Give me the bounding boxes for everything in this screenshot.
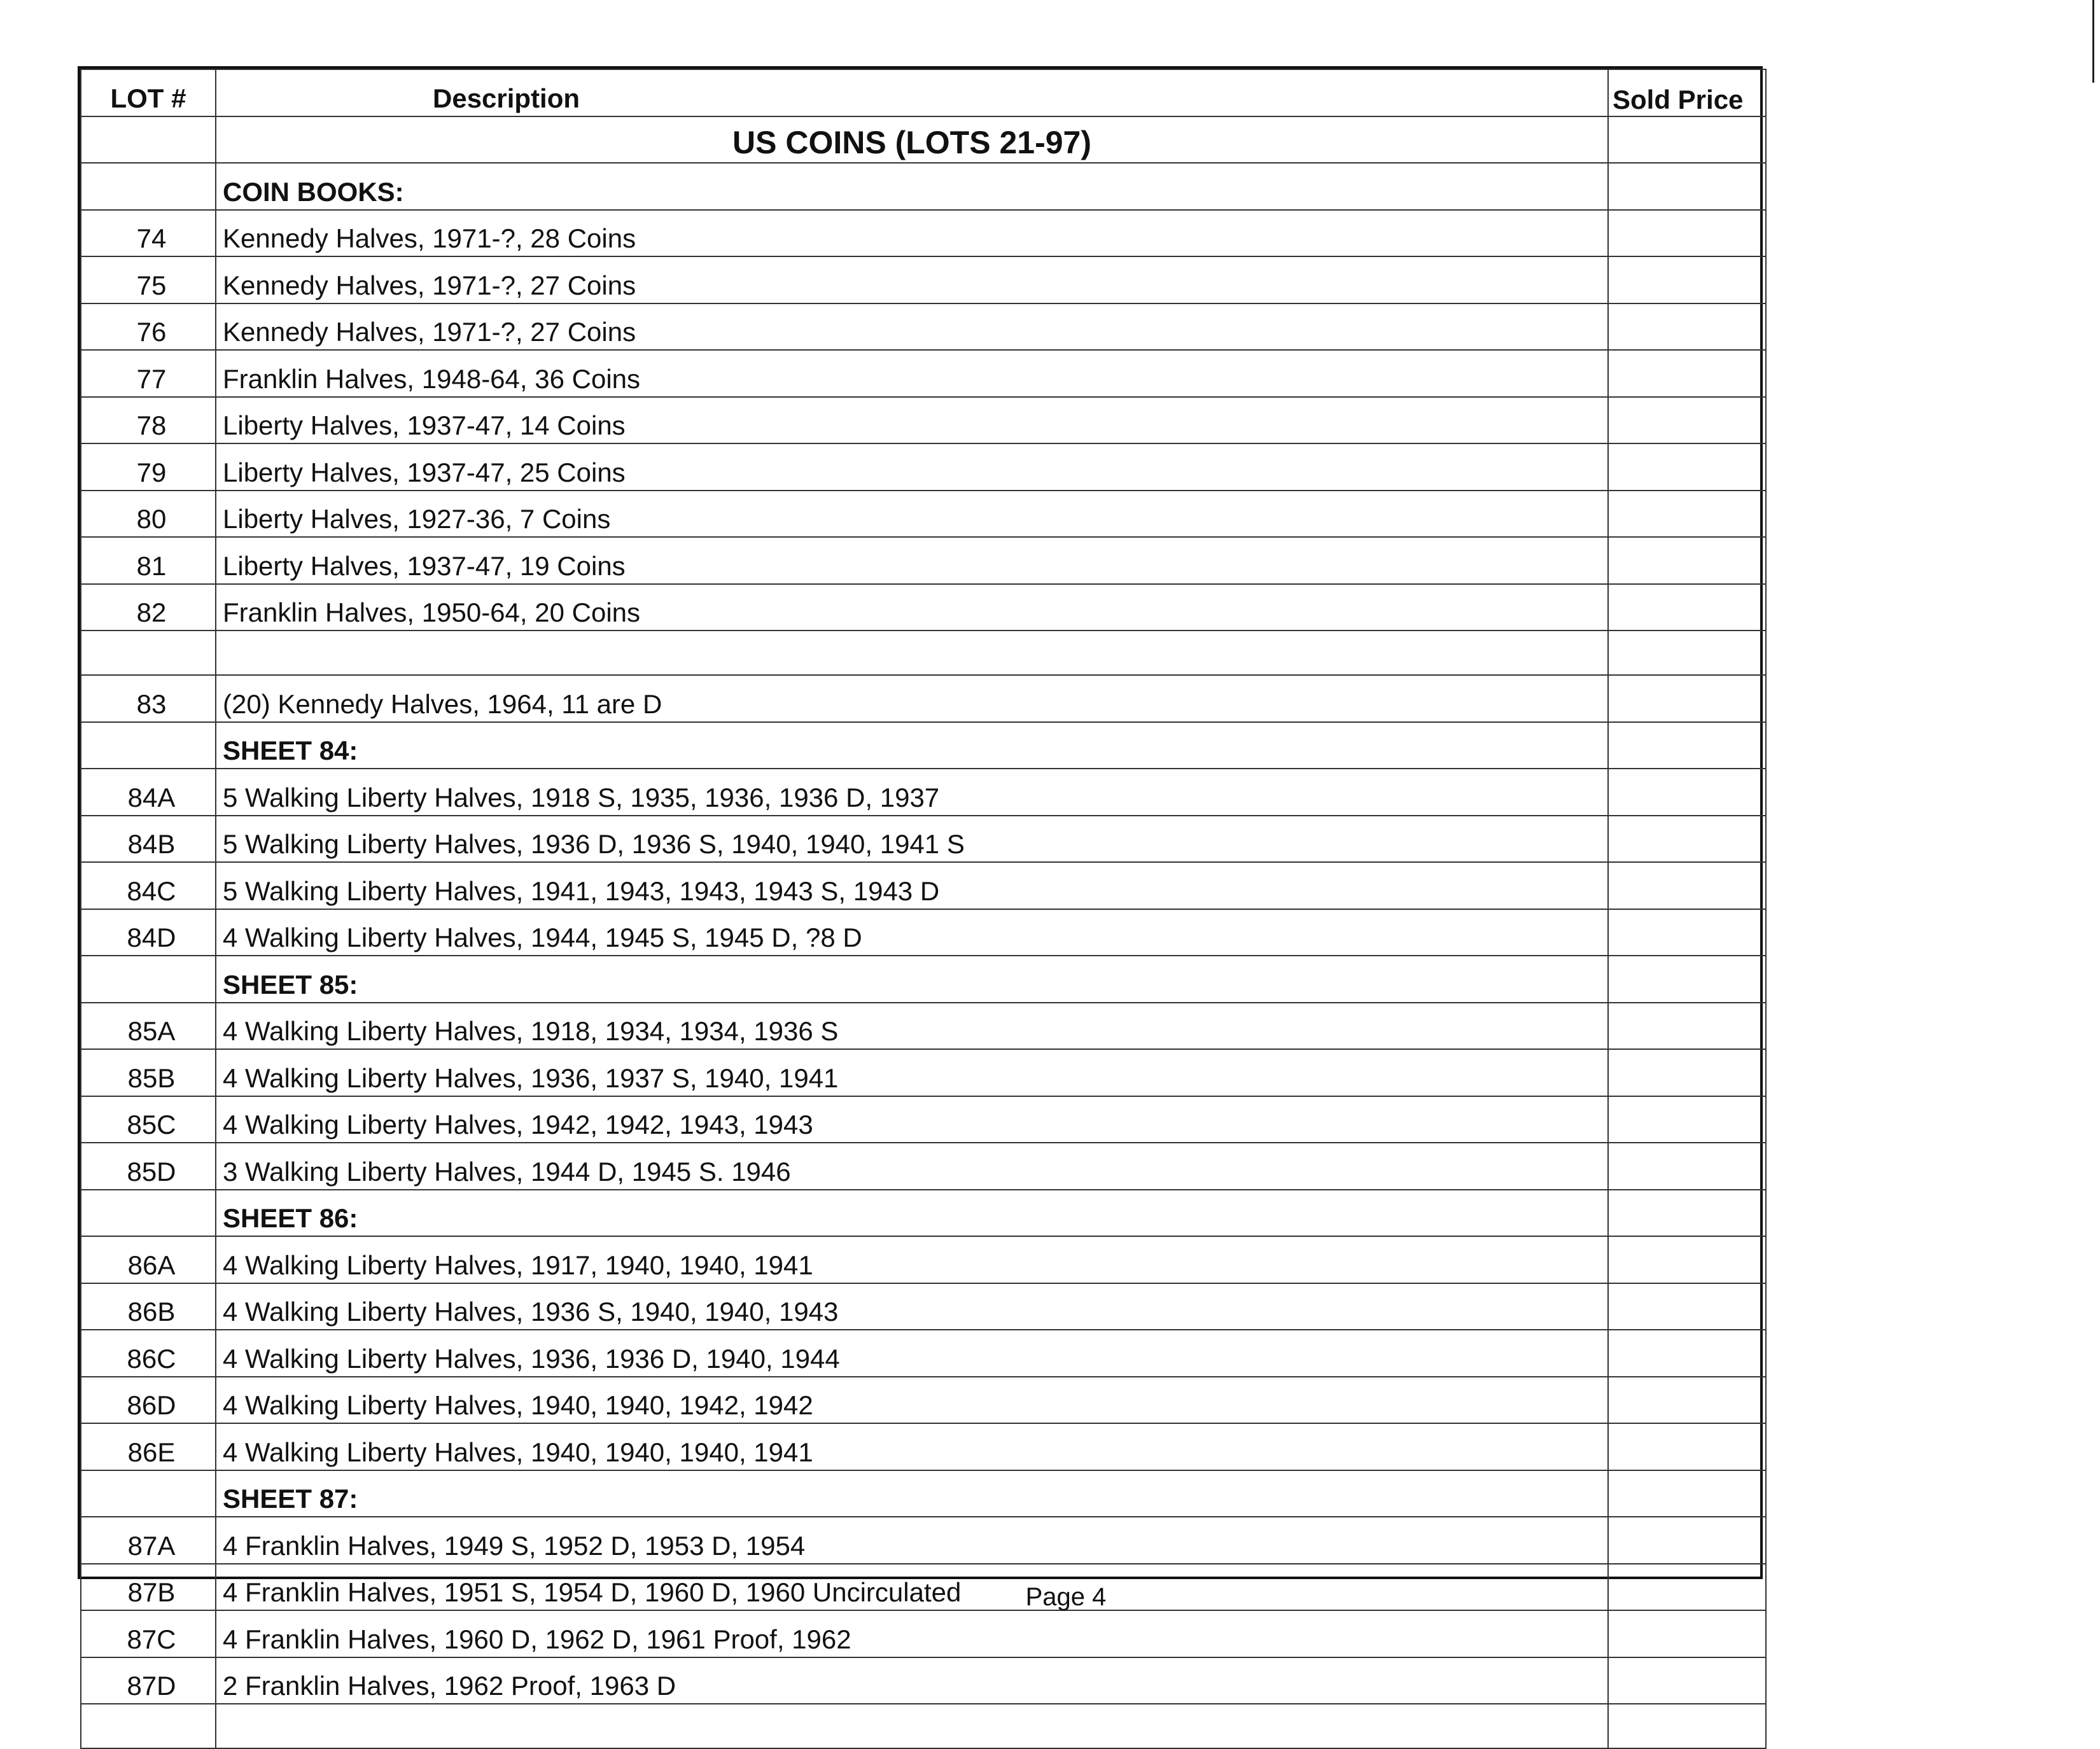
lot-number: 85D bbox=[81, 1143, 216, 1190]
page-footer bbox=[0, 1583, 2100, 1612]
table-row bbox=[81, 631, 1766, 675]
lot-number: 85A bbox=[81, 1003, 216, 1050]
sold-price-cell bbox=[1608, 1049, 1766, 1096]
lot-number: 87B bbox=[81, 1564, 216, 1611]
lot-description: 4 Walking Liberty Halves, 1918, 1934, 1934, 1936 S bbox=[216, 1003, 1608, 1050]
sold-price-cell bbox=[1608, 303, 1766, 351]
sold-price-header: Sold Price bbox=[1608, 69, 1766, 116]
lot-number: 86D bbox=[81, 1377, 216, 1424]
lot-number: 77 bbox=[81, 350, 216, 397]
lot-description: Liberty Halves, 1937-47, 25 Coins bbox=[216, 443, 1608, 491]
table-row bbox=[81, 443, 1766, 491]
section-heading: SHEET 85: bbox=[216, 956, 1608, 1003]
sold-price-cell bbox=[1608, 443, 1766, 491]
lot-number: 84B bbox=[81, 816, 216, 863]
section-heading-row bbox=[81, 1190, 1766, 1237]
table-row bbox=[81, 1096, 1766, 1143]
sold-price-cell bbox=[1608, 816, 1766, 863]
sold-price-cell bbox=[1608, 769, 1766, 816]
sold-price-cell bbox=[1608, 350, 1766, 397]
table-row bbox=[81, 303, 1766, 351]
lot-number: 75 bbox=[81, 256, 216, 303]
lot-number bbox=[81, 1704, 216, 1748]
section-heading-row bbox=[81, 1470, 1766, 1517]
sheet-title: US COINS (LOTS 21-97) bbox=[216, 116, 1608, 164]
page-edge-line bbox=[2092, 0, 2094, 83]
lot-description: 4 Franklin Halves, 1951 S, 1954 D, 1960 D, 1960 Uncirculated bbox=[216, 1564, 1608, 1611]
table-row bbox=[81, 862, 1766, 909]
lot-description: 4 Walking Liberty Halves, 1944, 1945 S, 1945 D, ?8 D bbox=[216, 909, 1608, 956]
sold-price-cell bbox=[1608, 1330, 1766, 1377]
sold-price-cell bbox=[1608, 1704, 1766, 1748]
sold-price-cell bbox=[1608, 210, 1766, 257]
table-header-row bbox=[81, 69, 1766, 116]
lot-description bbox=[216, 631, 1608, 675]
lot-description: 4 Walking Liberty Halves, 1917, 1940, 1940, 1941 bbox=[216, 1236, 1608, 1283]
sold-price-cell bbox=[1608, 1657, 1766, 1704]
table-row bbox=[81, 675, 1766, 722]
sold-price-cell bbox=[1608, 1377, 1766, 1424]
lot-description: 4 Walking Liberty Halves, 1940, 1940, 1940, 1941 bbox=[216, 1423, 1608, 1470]
lot-number: 86E bbox=[81, 1423, 216, 1470]
lot-number: 84A bbox=[81, 769, 216, 816]
lot-description: 4 Franklin Halves, 1960 D, 1962 D, 1961 Proof, 1962 bbox=[216, 1610, 1608, 1657]
lot-description: Kennedy Halves, 1971-?, 27 Coins bbox=[216, 303, 1608, 351]
sold-price-cell bbox=[1608, 631, 1766, 675]
lot-number: 87C bbox=[81, 1610, 216, 1657]
section-heading: COIN BOOKS: bbox=[216, 163, 1608, 210]
lot-number: 80 bbox=[81, 491, 216, 538]
lot-description: Liberty Halves, 1927-36, 7 Coins bbox=[216, 491, 1608, 538]
table-row bbox=[81, 491, 1766, 538]
lot-description: (20) Kennedy Halves, 1964, 11 are D bbox=[216, 675, 1608, 722]
lot-description: Kennedy Halves, 1971-?, 27 Coins bbox=[216, 256, 1608, 303]
table-row bbox=[81, 537, 1766, 584]
lot-number: 76 bbox=[81, 303, 216, 351]
lot-number: 85B bbox=[81, 1049, 216, 1096]
table-row bbox=[81, 210, 1766, 257]
sold-price-cell bbox=[1608, 1236, 1766, 1283]
table-row bbox=[81, 1377, 1766, 1424]
lot-number: 85C bbox=[81, 1096, 216, 1143]
section-heading-row bbox=[81, 722, 1766, 769]
lot-number: 82 bbox=[81, 584, 216, 631]
lot-number: 86B bbox=[81, 1283, 216, 1330]
sold-price-cell bbox=[1608, 862, 1766, 909]
table-row bbox=[81, 1517, 1766, 1564]
lot-description: 5 Walking Liberty Halves, 1941, 1943, 1943, 1943 S, 1943 D bbox=[216, 862, 1608, 909]
lot-number: 78 bbox=[81, 397, 216, 444]
lot-description: Franklin Halves, 1950-64, 20 Coins bbox=[216, 584, 1608, 631]
lot-number: 87A bbox=[81, 1517, 216, 1564]
lot-number: 81 bbox=[81, 537, 216, 584]
table-row bbox=[81, 1330, 1766, 1377]
table-row bbox=[81, 1283, 1766, 1330]
lot-number bbox=[81, 631, 216, 675]
lot-description: 5 Walking Liberty Halves, 1918 S, 1935, 1936, 1936 D, 1937 bbox=[216, 769, 1608, 816]
section-heading-row bbox=[81, 956, 1766, 1003]
table-row bbox=[81, 909, 1766, 956]
table-row bbox=[81, 1143, 1766, 1190]
sold-price-cell bbox=[1608, 1096, 1766, 1143]
lot-number bbox=[81, 956, 216, 1003]
table-row bbox=[81, 397, 1766, 444]
lot-description: 3 Walking Liberty Halves, 1944 D, 1945 S. 1946 bbox=[216, 1143, 1608, 1190]
sold-price-cell bbox=[1608, 584, 1766, 631]
section-heading-row bbox=[81, 163, 1766, 210]
sold-price-cell bbox=[1608, 256, 1766, 303]
table-row bbox=[81, 584, 1766, 631]
section-heading: SHEET 87: bbox=[216, 1470, 1608, 1517]
lot-number: 87D bbox=[81, 1657, 216, 1704]
lot-description bbox=[216, 1704, 1608, 1748]
page-number: Page 4 bbox=[1025, 1583, 1107, 1611]
table-row bbox=[81, 1423, 1766, 1470]
lot-cell bbox=[81, 116, 216, 164]
sold-price-cell bbox=[1608, 1190, 1766, 1237]
lot-number: 79 bbox=[81, 443, 216, 491]
lot-number bbox=[81, 722, 216, 769]
sold-price-cell bbox=[1608, 1423, 1766, 1470]
lots-table bbox=[80, 69, 1767, 1749]
table-row bbox=[81, 816, 1766, 863]
lot-description: Liberty Halves, 1937-47, 14 Coins bbox=[216, 397, 1608, 444]
lot-description: 4 Walking Liberty Halves, 1936 S, 1940, 1940, 1943 bbox=[216, 1283, 1608, 1330]
lot-number-header: LOT # bbox=[81, 69, 216, 116]
sold-price-cell bbox=[1608, 1470, 1766, 1517]
sold-price-cell bbox=[1608, 537, 1766, 584]
table-row bbox=[81, 1236, 1766, 1283]
lot-description: 4 Walking Liberty Halves, 1936, 1937 S, 1940, 1941 bbox=[216, 1049, 1608, 1096]
lot-number: 74 bbox=[81, 210, 216, 257]
table-row bbox=[81, 1657, 1766, 1704]
lot-description: Liberty Halves, 1937-47, 19 Coins bbox=[216, 537, 1608, 584]
sold-price-cell bbox=[1608, 909, 1766, 956]
lot-number: 86C bbox=[81, 1330, 216, 1377]
section-title-row bbox=[81, 116, 1766, 164]
sold-price-cell bbox=[1608, 163, 1766, 210]
lot-description: 4 Franklin Halves, 1949 S, 1952 D, 1953 D, 1954 bbox=[216, 1517, 1608, 1564]
sold-price-cell bbox=[1608, 116, 1766, 164]
lot-description: 4 Walking Liberty Halves, 1936, 1936 D, 1940, 1944 bbox=[216, 1330, 1608, 1377]
section-heading: SHEET 86: bbox=[216, 1190, 1608, 1237]
lot-description: 4 Walking Liberty Halves, 1942, 1942, 1943, 1943 bbox=[216, 1096, 1608, 1143]
table-row bbox=[81, 350, 1766, 397]
lot-description: 2 Franklin Halves, 1962 Proof, 1963 D bbox=[216, 1657, 1608, 1704]
sold-price-cell bbox=[1608, 1283, 1766, 1330]
lot-description: Franklin Halves, 1948-64, 36 Coins bbox=[216, 350, 1608, 397]
sold-price-cell bbox=[1608, 491, 1766, 538]
sold-price-cell bbox=[1608, 956, 1766, 1003]
lot-number: 83 bbox=[81, 675, 216, 722]
sold-price-cell bbox=[1608, 397, 1766, 444]
lot-number: 84C bbox=[81, 862, 216, 909]
table-row bbox=[81, 1003, 1766, 1050]
sold-price-cell bbox=[1608, 1610, 1766, 1657]
lot-number bbox=[81, 1190, 216, 1237]
sold-price-cell bbox=[1608, 675, 1766, 722]
lot-description: 4 Walking Liberty Halves, 1940, 1940, 1942, 1942 bbox=[216, 1377, 1608, 1424]
table-row bbox=[81, 769, 1766, 816]
table-row bbox=[81, 256, 1766, 303]
description-header: Description bbox=[216, 69, 1608, 116]
lot-number: 86A bbox=[81, 1236, 216, 1283]
lot-number bbox=[81, 163, 216, 210]
sold-price-cell bbox=[1608, 722, 1766, 769]
table-row bbox=[81, 1049, 1766, 1096]
lot-description: 5 Walking Liberty Halves, 1936 D, 1936 S, 1940, 1940, 1941 S bbox=[216, 816, 1608, 863]
lot-number bbox=[81, 1470, 216, 1517]
section-heading: SHEET 84: bbox=[216, 722, 1608, 769]
lot-number: 84D bbox=[81, 909, 216, 956]
lot-description: Kennedy Halves, 1971-?, 28 Coins bbox=[216, 210, 1608, 257]
sold-price-cell bbox=[1608, 1003, 1766, 1050]
table-row bbox=[81, 1610, 1766, 1657]
sold-price-cell bbox=[1608, 1517, 1766, 1564]
table-row bbox=[81, 1704, 1766, 1748]
sold-price-cell bbox=[1608, 1143, 1766, 1190]
